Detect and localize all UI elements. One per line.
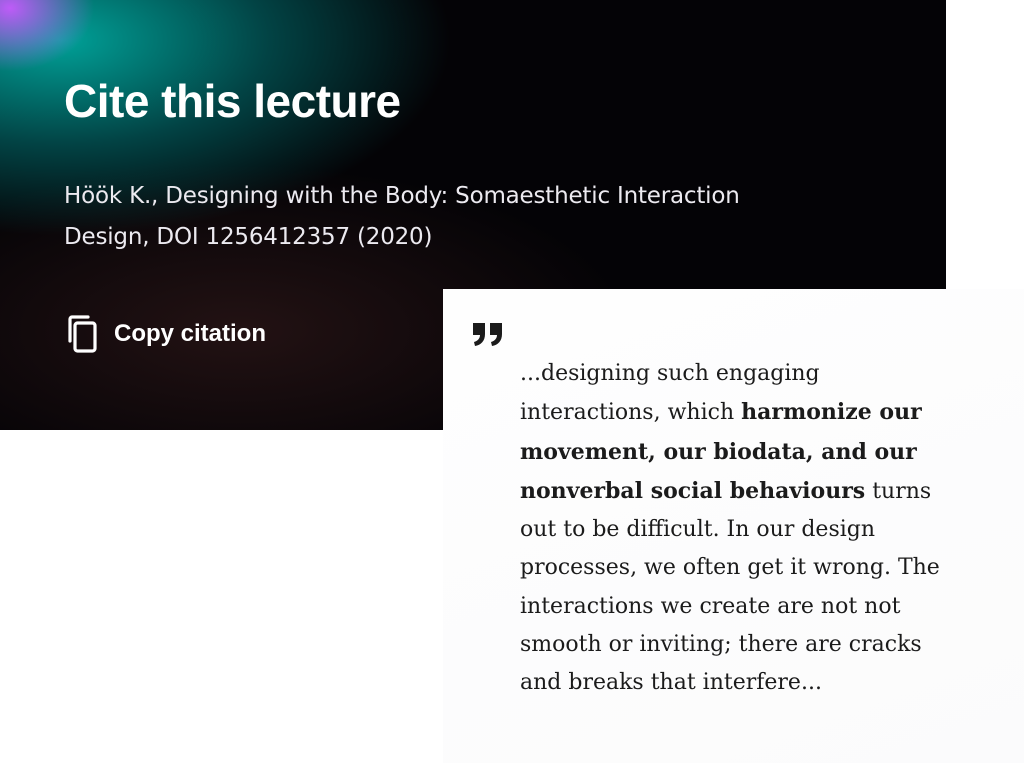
copy-citation-label: Copy citation (114, 320, 267, 347)
copy-citation-button[interactable] (64, 314, 266, 354)
quote-icon (472, 321, 506, 351)
quote-emphasis: harmonize our movement, our biodata, and our nonverbal social behaviours (520, 399, 922, 504)
quote-text (520, 355, 960, 703)
quote-tail: turns out to be difficult. In our design processes, we often get it wrong. The interactions we create are not not smooth or inviting; there are cracks and breaks that interfere... (520, 478, 940, 696)
copy-icon (64, 314, 100, 354)
page-title: Cite this lecture (64, 75, 401, 127)
quote-card (443, 289, 1024, 763)
quote-lead: ...designing such engaging interactions, which (520, 361, 820, 426)
citation-text: Höök K., Designing with the Body: Somaesthetic Interaction Design, DOI 1256412357 (2020) (64, 183, 740, 250)
